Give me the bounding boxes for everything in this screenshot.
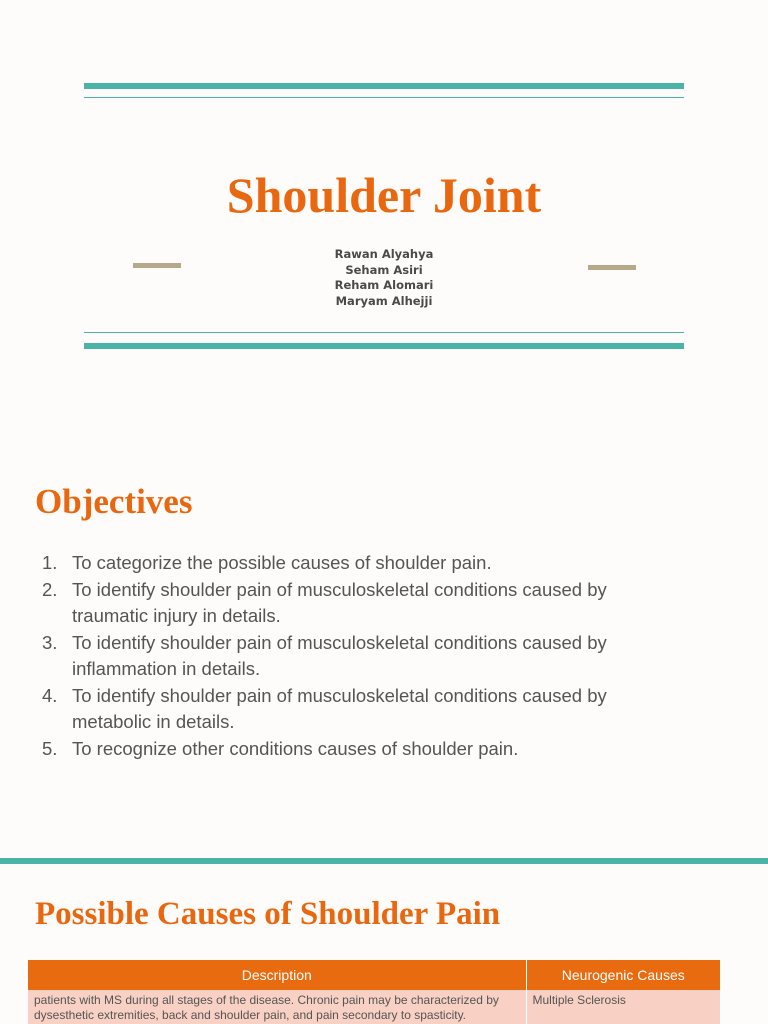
objectives-list [42,550,682,762]
author-name: Seham Asiri [345,262,423,277]
title-slide [0,0,768,420]
top-thick-rule [84,83,684,89]
top-thin-rule [84,97,684,98]
table-header-row [28,960,720,990]
author-name: Rawan Alyahya [334,247,434,261]
item-number: 3. [42,631,58,653]
list-item [42,630,682,683]
slide-top-rule [0,858,768,864]
item-text: To identify shoulder pain of musculoskeletal conditions caused by metabolic in details. [72,684,607,732]
bottom-thick-rule [84,343,684,349]
item-number: 2. [42,578,58,600]
item-text: To recognize other conditions causes of shoulder pain. [72,737,519,759]
item-text: To categorize the possible causes of shoulder pain. [72,552,492,573]
objectives-slide [0,420,768,858]
item-text: To identify shoulder pain of musculoskeletal conditions caused by inflammation in details. [72,631,607,679]
causes-slide [0,858,768,1024]
item-text: To identify shoulder pain of musculoskeletal conditions caused by traumatic injury in details. [72,578,607,626]
author-list [234,247,534,309]
presentation-title: Shoulder Joint [226,167,542,223]
table-cell-cause: Multiple Sclerosis [526,990,720,1024]
item-number: 1. [42,552,58,573]
left-decorative-dash [133,263,181,268]
table-row [28,990,720,1024]
list-item [42,683,682,736]
table-cell-description: patients with MS during all stages of the disease. Chronic pain may be characterized by dysesthetic extremities, back and shoulder pain, and pain secondary to spasticity. [28,990,526,1024]
item-number: 5. [42,737,58,759]
author-name: Maryam Alhejji [335,293,433,308]
item-number: 4. [42,684,58,706]
list-item [42,550,682,577]
column-header-neurogenic-causes: Neurogenic Causes [526,960,720,990]
column-header-description: Description [28,960,526,990]
list-item [42,577,682,630]
author-name: Reham Alomari [334,278,434,292]
objectives-heading: Objectives [35,482,193,521]
right-decorative-dash [588,265,636,270]
list-item [42,736,682,763]
causes-table [28,960,720,1024]
bottom-thin-rule [84,332,684,333]
causes-heading: Possible Causes of Shoulder Pain [35,896,501,932]
